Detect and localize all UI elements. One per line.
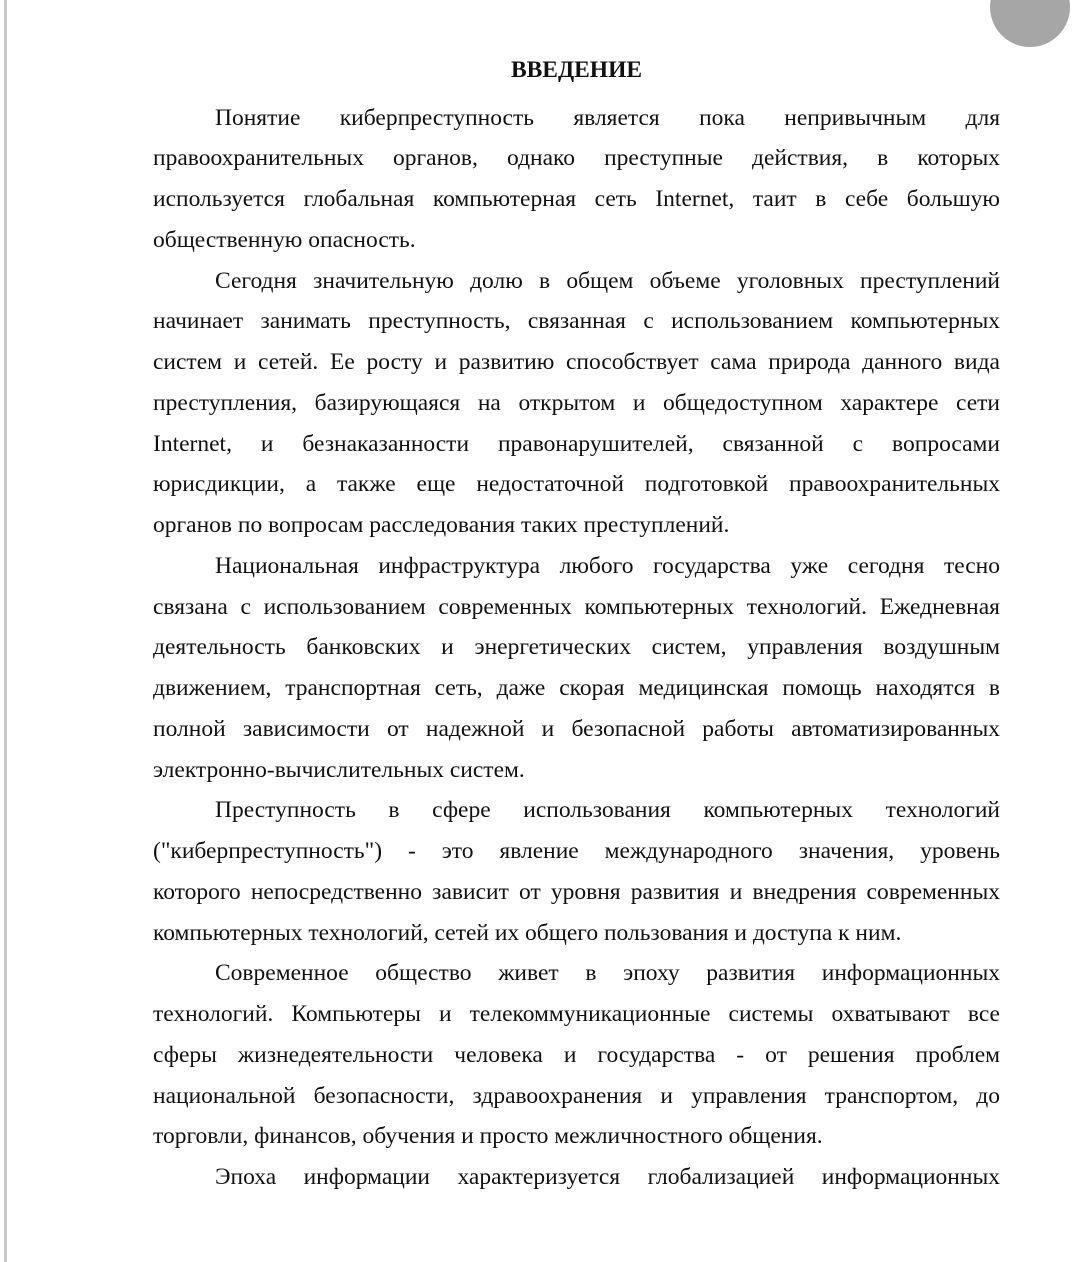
- text-line: преступления, базирующаяся на открытом и общедоступном характере сети: [153, 389, 1000, 416]
- text-line: систем и сетей. Ее росту и развитию способствует сама природа данного вида: [153, 349, 1000, 376]
- document-title: ВВЕДЕНИЕ: [510, 57, 643, 83]
- text-line: деятельность банковских и энергетических систем, управления воздушным: [153, 634, 1000, 661]
- text-line: национальной безопасности, здравоохранения и управления транспортом, до: [153, 1082, 1000, 1109]
- text-line: связана с использованием современных компьютерных технологий. Ежедневная: [153, 593, 1000, 620]
- paragraph: [153, 261, 1000, 546]
- text-line: ("киберпреступность") - это явление международного значения, уровень: [153, 838, 1000, 865]
- paragraph: [153, 1157, 1000, 1198]
- text-line: Национальная инфраструктура любого государства уже сегодня тесно: [215, 552, 1000, 579]
- paragraph: [153, 98, 1000, 261]
- text-line: правоохранительных органов, однако преступные действия, в которых: [153, 145, 1000, 172]
- text-line: Internet, и безнаказанности правонарушителей, связанной с вопросами: [153, 430, 1000, 457]
- paragraph: [153, 790, 1000, 953]
- document-page: [153, 50, 1000, 1198]
- paragraph: [153, 953, 1000, 1157]
- text-line: Понятие киберпреступность является пока непривычным для: [215, 104, 1000, 131]
- text-line: которого непосредственно зависит от уровня развития и внедрения современных: [153, 878, 1000, 905]
- text-line: торговли, финансов, обучения и просто межличностного общения.: [153, 1123, 823, 1150]
- text-line: Преступность в сфере использования компьютерных технологий: [215, 797, 1000, 824]
- text-line: начинает занимать преступность, связанная с использованием компьютерных: [153, 308, 1000, 335]
- text-line: сферы жизнедеятельности человека и государства - от решения проблем: [153, 1041, 1000, 1068]
- text-line: используется глобальная компьютерная сеть Internet, таит в себе большую: [153, 186, 1000, 213]
- text-line: юрисдикции, а также еще недостаточной подготовкой правоохранительных: [153, 471, 1000, 498]
- text-line: компьютерных технологий, сетей их общего пользования и доступа к ним.: [153, 919, 902, 946]
- text-line: Современное общество живет в эпоху развития информационных: [215, 960, 1000, 987]
- page-left-border: [4, 0, 7, 1262]
- paragraph: [153, 546, 1000, 791]
- floating-action-circle[interactable]: [990, 0, 1070, 47]
- text-line: технологий. Компьютеры и телекоммуникационные системы охватывают все: [153, 1001, 1000, 1028]
- text-line: движением, транспортная сеть, даже скорая медицинская помощь находятся в: [153, 675, 1000, 702]
- document-body: [153, 98, 1000, 1198]
- text-line: полной зависимости от надежной и безопасной работы автоматизированных: [153, 715, 1000, 742]
- text-line: общественную опасность.: [153, 226, 416, 253]
- text-line: органов по вопросам расследования таких преступлений.: [153, 512, 730, 539]
- text-line: Сегодня значительную долю в общем объеме уголовных преступлений: [215, 267, 1000, 294]
- text-line: Эпоха информации характеризуется глобализацией информационных: [215, 1164, 1000, 1191]
- text-line: электронно-вычислительных систем.: [153, 756, 525, 783]
